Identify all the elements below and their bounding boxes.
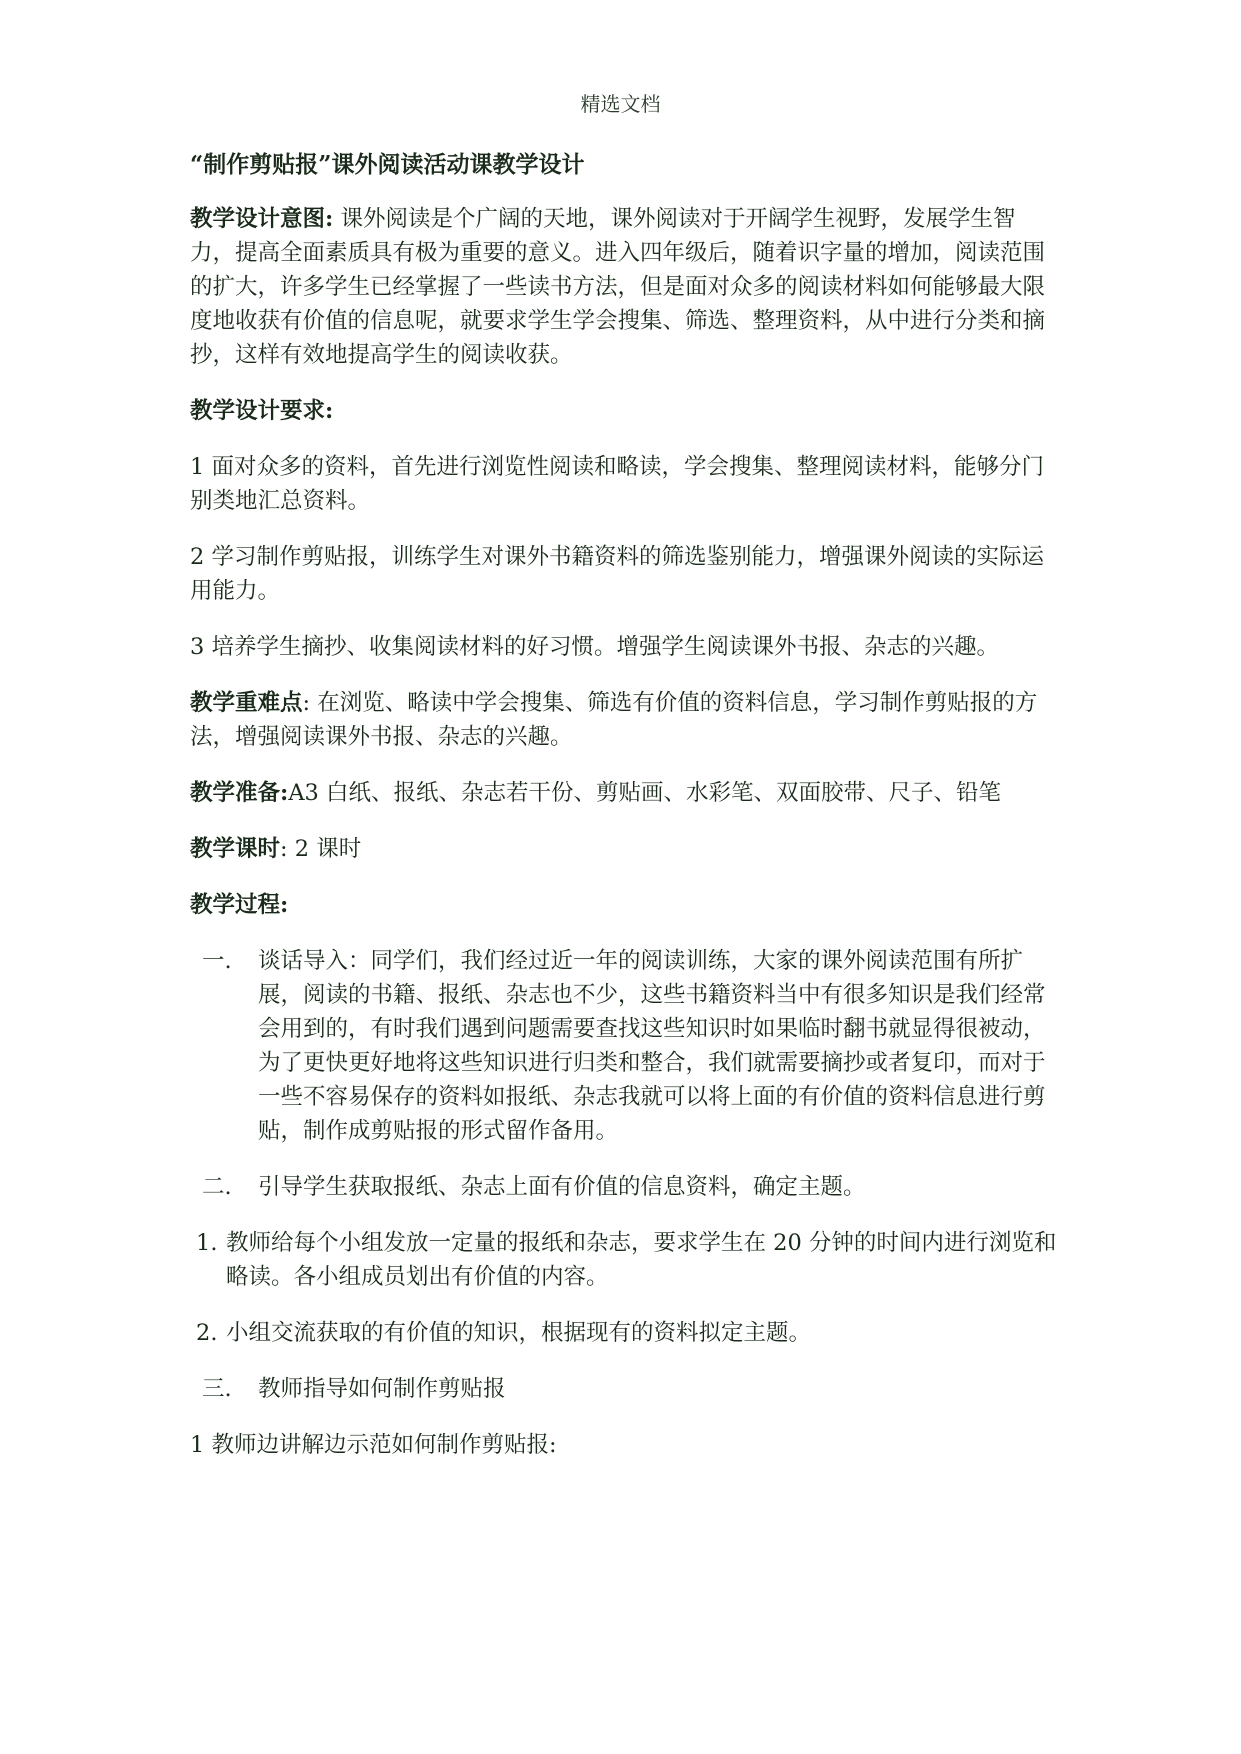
section-marker: 一. xyxy=(202,948,232,974)
section-marker: 二. xyxy=(202,1174,232,1200)
preparation-label: 教学准备: xyxy=(190,780,289,806)
hours-text: : 2 课时 xyxy=(280,836,362,862)
document-title: “制作剪贴报”课外阅读活动课教学设计 xyxy=(190,151,585,178)
process-heading: 教学过程: xyxy=(190,892,289,918)
preparation-paragraph xyxy=(190,776,1058,810)
step-marker: 2. xyxy=(196,1320,218,1346)
process-section-1 xyxy=(190,944,1058,1148)
requirement-item-1: 1 面对众多的资料，首先进行浏览性阅读和略读，学会搜集、整理阅读材料，能够分门别类地汇总资料。 xyxy=(190,454,1044,514)
section-text: 引导学生获取报纸、杂志上面有价值的信息资料，确定主题。 xyxy=(258,1174,866,1200)
section-text: 谈话导入：同学们，我们经过近一年的阅读训练，大家的课外阅读范围有所扩展，阅读的书籍、报纸、杂志也不少，这些书籍资料当中有很多知识是我们经常会用到的，有时我们遇到问题需要查找这些知识时如果临时翻书就显得很被动，为了更快更好地将这些知识进行归类和整合，我们就需要摘抄或者复印，而对于一些不容易保存的资料如报纸、杂志我就可以将上面的有价值的资料信息进行剪贴，制作成剪贴报的形式留作备用。 xyxy=(258,948,1046,1144)
key-points-label: 教学重难点 xyxy=(190,690,303,716)
section-text: 教师指导如何制作剪贴报 xyxy=(258,1376,506,1402)
process-section-2 xyxy=(190,1170,1058,1204)
step-text: 小组交流获取的有价值的知识，根据现有的资料拟定主题。 xyxy=(226,1320,812,1346)
process-section-3 xyxy=(190,1372,1058,1406)
requirement-item-3: 3 培养学生摘抄、收集阅读材料的好习惯。增强学生阅读课外书报、杂志的兴趣。 xyxy=(190,634,999,660)
preparation-text: A3 白纸、报纸、杂志若干份、剪贴画、水彩笔、双面胶带、尺子、铅笔 xyxy=(288,780,1002,806)
key-points-paragraph xyxy=(190,686,1058,754)
process-step-2-1 xyxy=(190,1226,1058,1294)
intent-label: 教学设计意图: xyxy=(190,206,334,232)
hours-paragraph xyxy=(190,832,1058,866)
intent-text: 课外阅读是个广阔的天地，课外阅读对于开阔学生视野，发展学生智力，提高全面素质具有极为重要的意义。进入四年级后，随着识字量的增加，阅读范围的扩大，许多学生已经掌握了一些读书方法，但是面对众多的阅读材料如何能够最大限度地收获有价值的信息呢，就要求学生学会搜集、筛选、整理资料，从中进行分类和摘抄，这样有效地提高学生的阅读收获。 xyxy=(190,206,1046,368)
page-header: 精选文档 xyxy=(580,92,661,116)
requirement-item-2: 2 学习制作剪贴报，训练学生对课外书籍资料的筛选鉴别能力，增强课外阅读的实际运用能力。 xyxy=(190,544,1044,604)
key-points-text: : 在浏览、略读中学会搜集、筛选有价值的资料信息，学习制作剪贴报的方法，增强阅读课外书报、杂志的兴趣。 xyxy=(190,690,1038,750)
intent-paragraph xyxy=(190,202,1058,372)
process-step-3-1: 1 教师边讲解边示范如何制作剪贴报: xyxy=(190,1432,557,1458)
process-step-2-2 xyxy=(190,1316,1058,1350)
requirements-heading: 教学设计要求: xyxy=(190,398,334,424)
hours-label: 教学课时 xyxy=(190,836,281,862)
step-text: 教师给每个小组发放一定量的报纸和杂志，要求学生在 20 分钟的时间内进行浏览和略读。各小组成员划出有价值的内容。 xyxy=(226,1230,1057,1290)
step-marker: 1. xyxy=(196,1230,218,1256)
section-marker: 三. xyxy=(202,1376,232,1402)
document-body xyxy=(190,148,1058,1484)
